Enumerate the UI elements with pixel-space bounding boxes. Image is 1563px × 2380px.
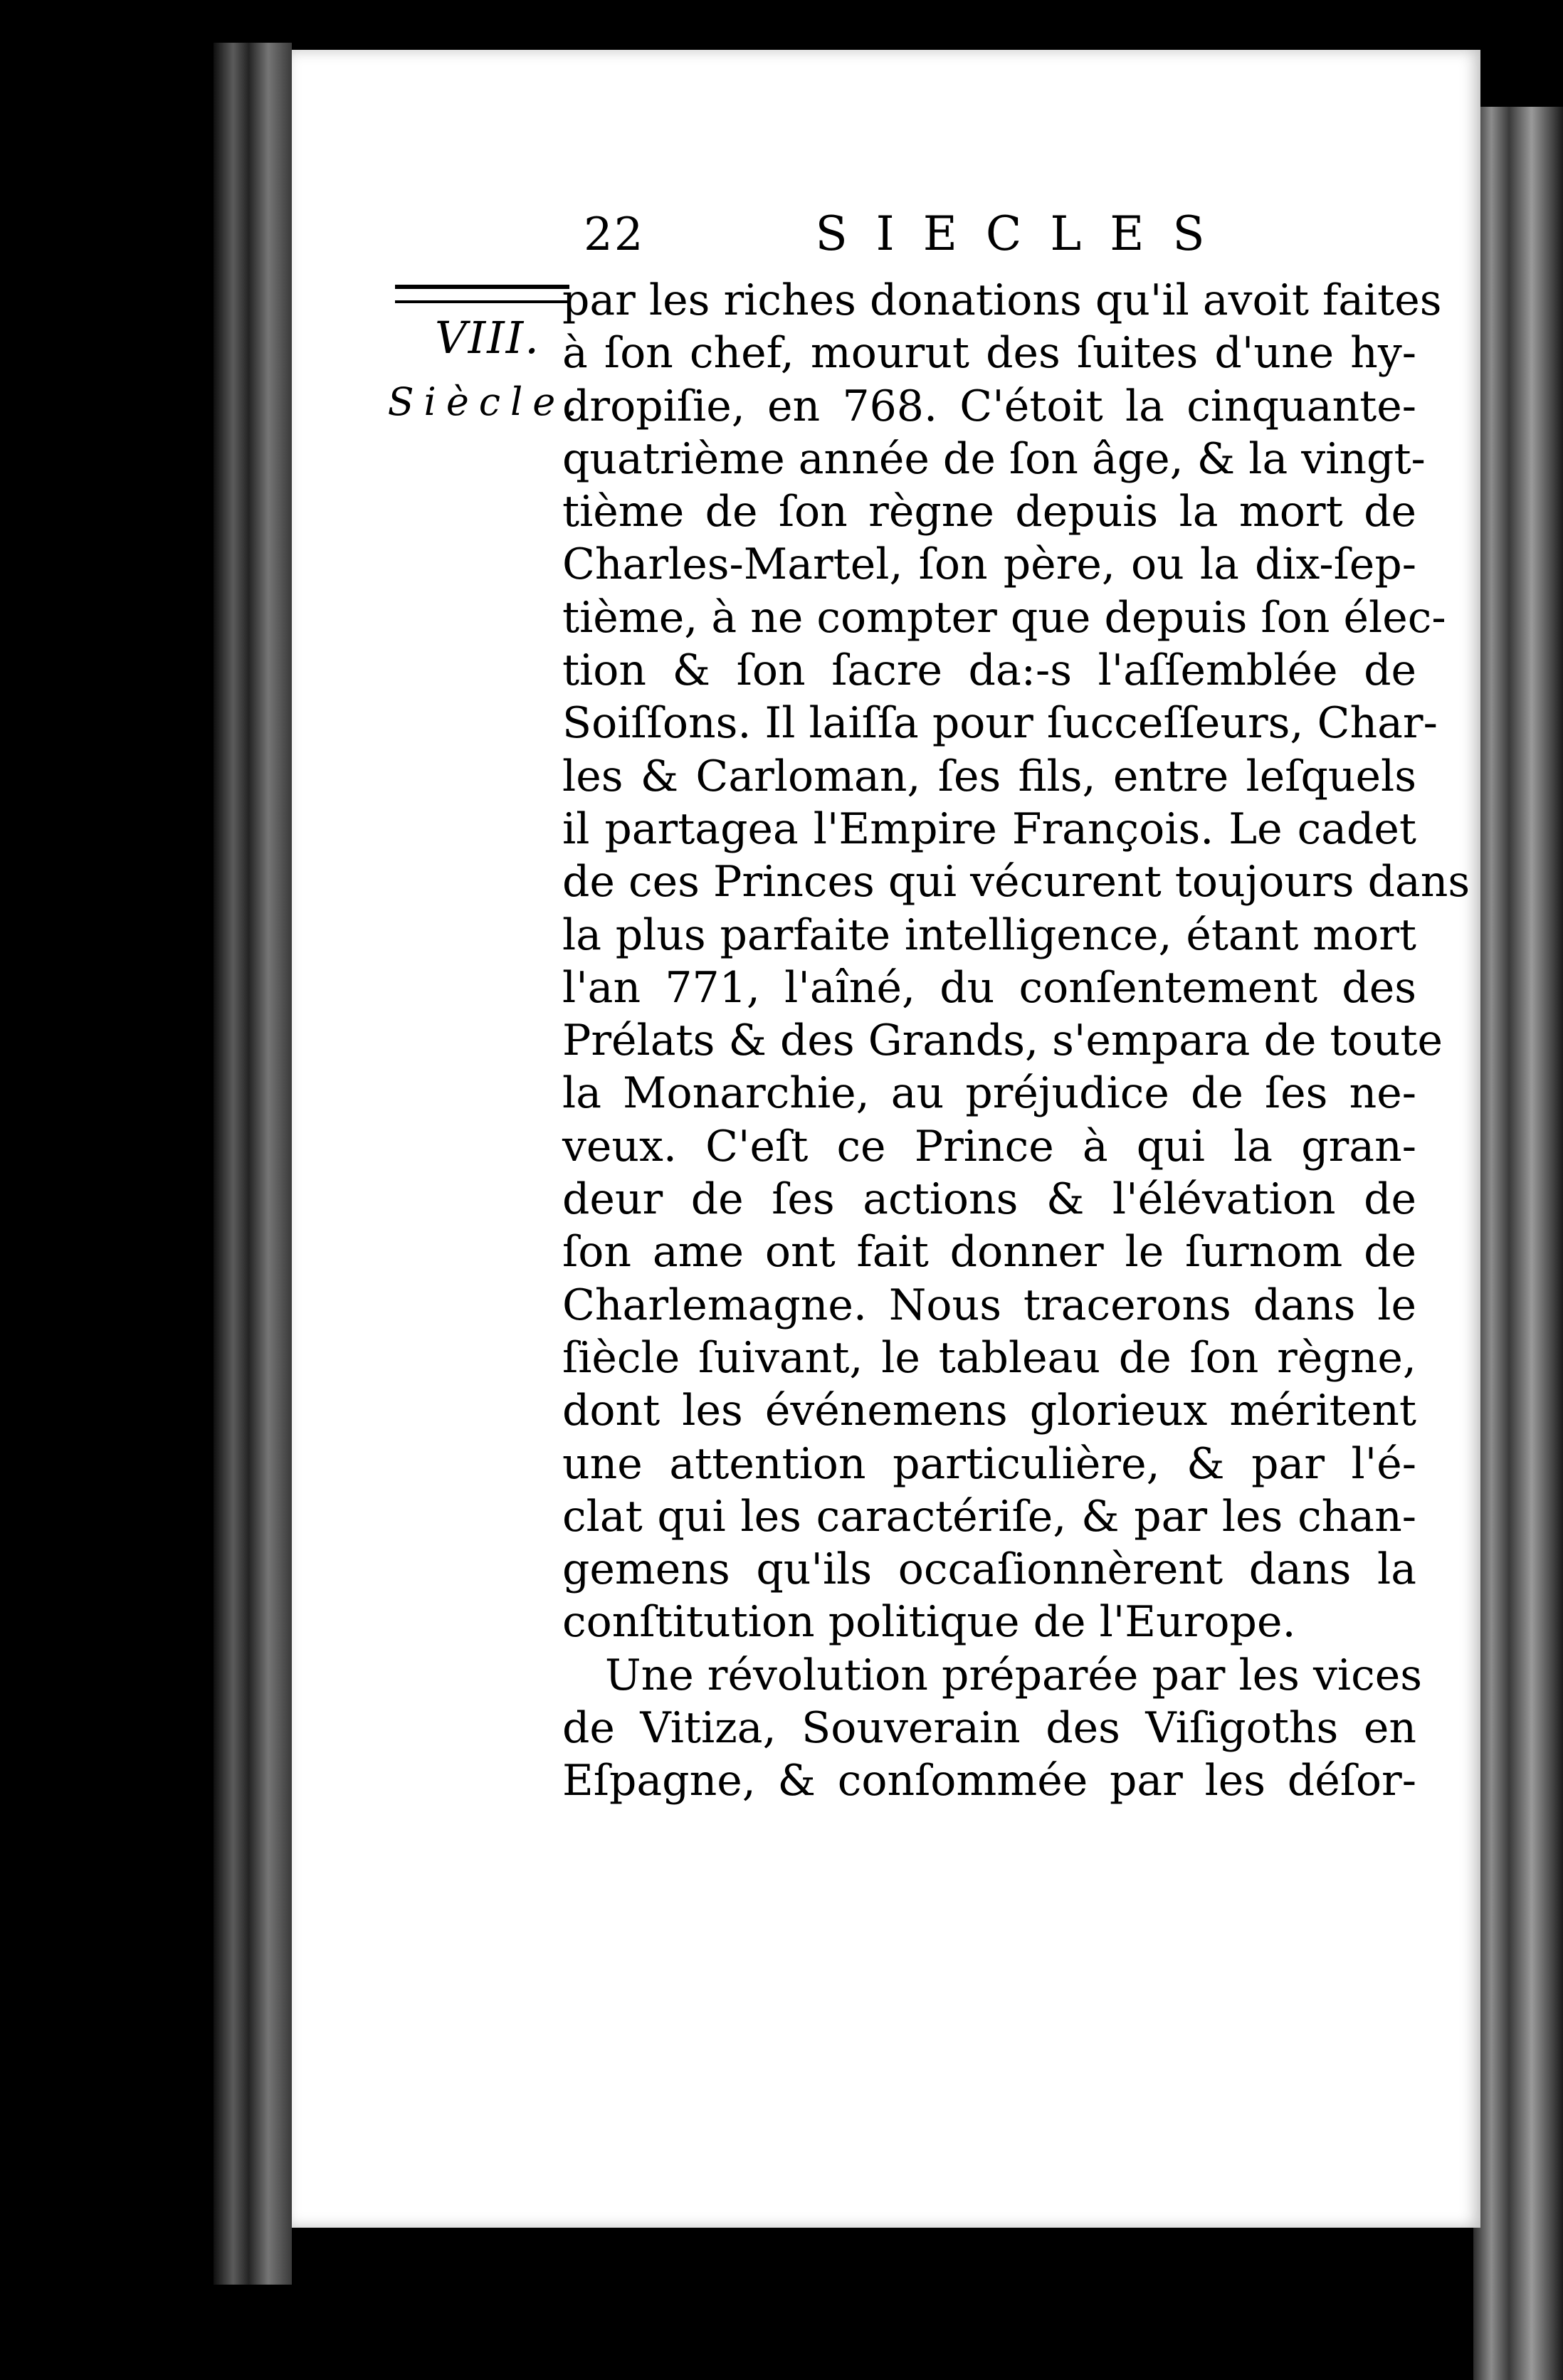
text-line: tion & ſon ſacre da:-s l'aſſemblée de — [562, 646, 1416, 696]
text-line: les & Carloman, ſes fils, entre leſquels — [562, 751, 1416, 801]
margin-word: Siècle. — [387, 379, 588, 424]
paragraph-1 — [562, 274, 1470, 1649]
margin-century: VIII. — [435, 312, 540, 364]
text-line: dropiſie, en 768. C'étoit la cinquante- — [562, 381, 1416, 431]
text-line: clat qui les caractériſe, & par les chan- — [562, 1491, 1416, 1542]
text-line: gemens qu'ils occaſionnèrent dans la — [562, 1544, 1416, 1595]
text-line: Soiſſons. Il laiſſa pour ſucceſſeurs, Char- — [562, 698, 1438, 749]
text-line: Eſpagne, & conſommée par les déſor- — [562, 1756, 1416, 1806]
text-line: Charles-Martel, ſon père, ou la dix-ſep- — [562, 539, 1416, 590]
margin-note — [384, 306, 591, 434]
text-line: Une révolution préparée par les vices — [605, 1650, 1422, 1700]
paragraph-2 — [562, 1649, 1422, 1808]
text-line: à ſon chef, mourut des ſuites d'une hy- — [562, 328, 1416, 379]
text-line: une attention particulière, & par l'é- — [562, 1438, 1416, 1489]
text-line: l'an 771, l'aîné, du conſentement des — [562, 962, 1416, 1013]
page-number: 22 — [584, 209, 645, 261]
text-line: ſon ame ont fait donner le ſurnom de — [562, 1227, 1416, 1278]
page-fore-edge — [1473, 107, 1563, 2380]
text-line: la plus parfaite intelligence, étant mort — [562, 910, 1416, 960]
text-line: quatrième année de ſon âge, & la vingt- — [562, 433, 1426, 484]
text-line: la Monarchie, au préjudice de ſes ne- — [562, 1068, 1416, 1119]
text-line: ſiècle ſuivant, le tableau de ſon règne, — [562, 1332, 1416, 1383]
text-line: conſtitution politique de l'Europe. — [562, 1597, 1296, 1648]
text-line: de Vitiza, Souverain des Viſigoths en — [562, 1703, 1416, 1754]
running-title: SIECLES — [815, 206, 1233, 261]
text-line: veux. C'eſt ce Prince à qui la gran- — [562, 1121, 1416, 1171]
running-head — [584, 206, 1267, 261]
text-line: par les riches donations qu'il avoit faites — [562, 275, 1442, 325]
book-gutter — [214, 43, 292, 2285]
margin-rule — [395, 285, 569, 303]
text-line: il partagea l'Empire François. Le cadet — [562, 804, 1416, 854]
text-line: Prélats & des Grands, s'empara de toute — [562, 1016, 1443, 1066]
text-line: tième de ſon règne depuis la mort de — [562, 487, 1416, 537]
text-line: de ces Princes qui vécurent toujours dans — [562, 857, 1470, 907]
text-line: Charlemagne. Nous tracerons dans le — [562, 1280, 1416, 1330]
text-line: dont les événemens glorieux méritent — [562, 1386, 1416, 1436]
text-line: tième, à ne compter que depuis ſon élec- — [562, 592, 1446, 643]
text-line: deur de ſes actions & l'élévation de — [562, 1174, 1416, 1225]
body-text — [562, 274, 1470, 1808]
